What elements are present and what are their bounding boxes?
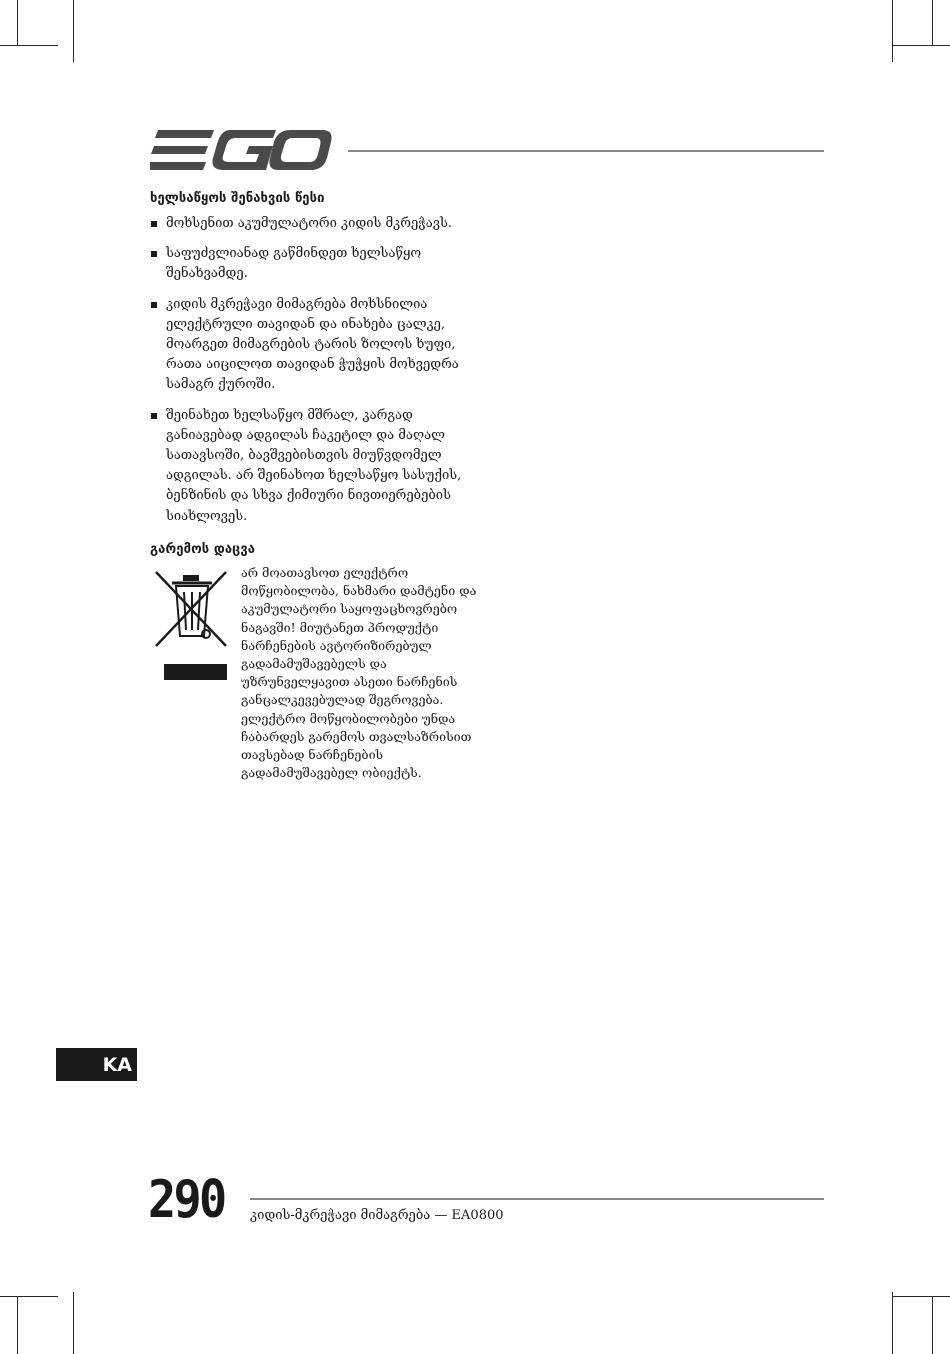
language-tab: KA	[56, 1048, 137, 1081]
bullet-square-icon	[151, 251, 157, 257]
crop-mark	[892, 0, 893, 62]
crop-mark	[932, 1296, 933, 1354]
bullet-square-icon	[151, 302, 157, 308]
list-item	[150, 295, 490, 396]
list-item	[150, 214, 490, 234]
crop-mark	[17, 0, 18, 45]
crop-mark	[932, 0, 933, 45]
page-number: 290	[148, 1170, 225, 1230]
weee-crossed-bin-icon	[154, 570, 230, 682]
crop-mark	[892, 1296, 950, 1297]
crop-mark	[892, 1292, 893, 1354]
footer-rule	[250, 1198, 824, 1200]
ego-logo	[150, 128, 332, 172]
storage-heading: ხელსაწყოს შენახვის წესი	[150, 191, 325, 206]
list-item	[150, 406, 490, 527]
bullet-square-icon	[151, 413, 157, 419]
environment-heading: გარემოს დაცვა	[150, 542, 256, 557]
storage-list	[150, 214, 490, 537]
crop-mark	[892, 45, 950, 46]
header-rule	[348, 150, 824, 152]
crop-mark	[73, 0, 74, 62]
environment-text: არ მოათავსოთ ელექტრო მოწყობილობა, ნახმარი დამტენი და აკუმულატორი საყოფაცხოვრებო ნაგავში! მიუტანეთ პროდუქტი ნარჩენების ავტორიზირებულ გადამამუშავებელს და უზრუნველყავით ასეთი ნარჩენის განცალკევებულად შეგროვება. ელექტრო მოწყობილობები უნდა ჩაბარდეს გარემოს თვალსაზრისით თავსებად ნარჩენების გადამამუშავებელ ობიექტს.	[241, 565, 477, 781]
crop-mark	[0, 45, 58, 46]
crop-mark	[17, 1296, 18, 1354]
list-item-text: საფუძვლიანად გაწმინდეთ ხელსაწყო შენახვამდე.	[166, 246, 422, 282]
list-item-text: კიდის მკრეჭავი მიმაგრება მოხსნილია ელექტრული თავიდან და ინახება ცალკე, მოარგეთ მიმაგრების ტარის ზოლოს ხუფი, რათა აიცილოთ თავიდან ჭუჭყის მოხვედრა სამაგრ ქუროში.	[166, 296, 459, 393]
crop-mark	[73, 1292, 74, 1354]
list-item-text: შეინახეთ ხელსაწყო მშრალ, კარგად განიავებად ადგილას ჩაკეტილ და მაღალ სათავსოში, ბავშვებისთვის მიუწვდომელ ადგილას. არ შეინახოთ ხელსაწყო სასუქის, ბენზინის და სხვა ქიმიური ნივთიერებების სიახლოვეს.	[166, 407, 462, 524]
bullet-square-icon	[151, 221, 157, 227]
list-item	[150, 244, 490, 284]
footer-title: კიდის-მკრეჭავი მიმაგრება — EA0800	[250, 1208, 504, 1223]
crop-mark	[0, 1296, 58, 1297]
list-item-text: მოხსენით აკუმულატორი კიდის მკრეჭავს.	[166, 216, 453, 231]
